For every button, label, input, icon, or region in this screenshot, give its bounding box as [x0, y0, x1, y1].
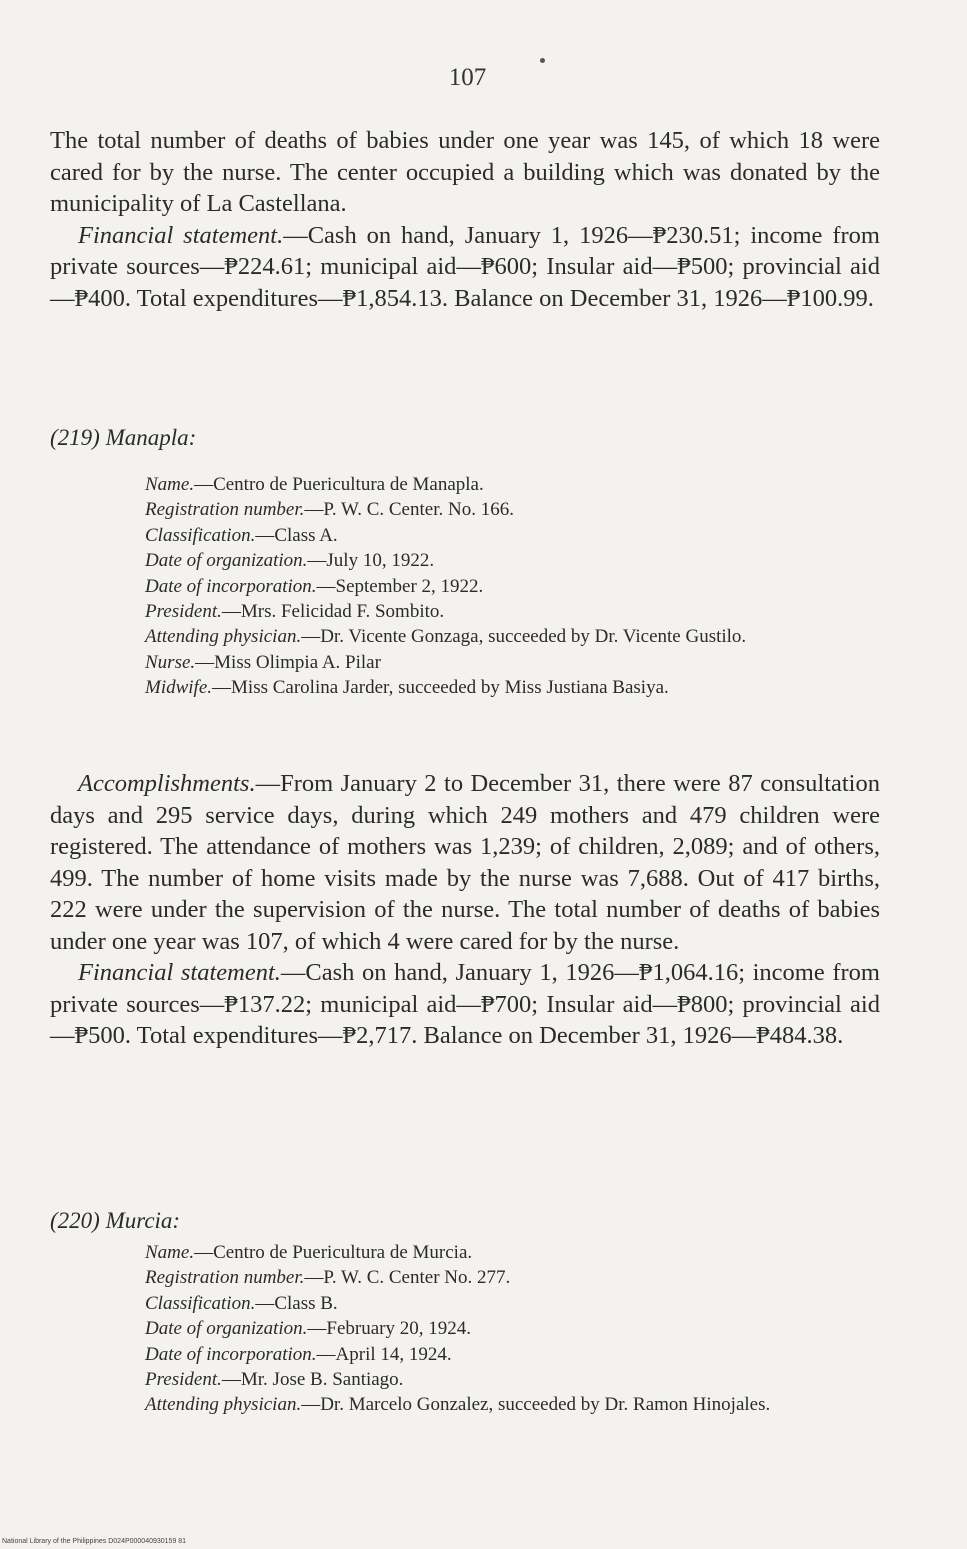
entry-date-of-incorporation	[145, 574, 880, 599]
section-219-heading	[50, 425, 196, 451]
entry-label: Registration number.	[145, 499, 305, 521]
entry-value: —July 10, 1922.	[307, 550, 435, 572]
section-219-entries	[145, 472, 880, 701]
entry-label: Date of incorporation.	[145, 575, 317, 597]
financial-statement-paragraph	[50, 220, 880, 315]
entry-value: —Class A.	[255, 524, 338, 546]
entry-value: —April 14, 1924.	[316, 1343, 452, 1365]
accomplishments-paragraph	[50, 768, 880, 957]
entry-value: —Dr. Vicente Gonzaga, succeeded by Dr. Vicente Gustilo.	[301, 626, 747, 648]
entry-attending-physician	[145, 1392, 880, 1417]
accomplishments-text: —From January 2 to December 31, there were 87 consultation days and 295 service days, during which 249 mothers and 479 children were registered. The attendance of mothers was 1,239; of children, 2,089; and of others, 499. The number of home visits made by the nurse was 7,688. Out of 417 births, 222 were under the supervision of the nurse. The total number of deaths of babies under one year was 107, of which 4 were cared for by the nurse.	[50, 770, 880, 955]
entry-label: Midwife.	[145, 677, 213, 699]
entry-value: —Mr. Jose B. Santiago.	[221, 1369, 404, 1391]
entry-label: Name.	[145, 474, 195, 495]
entry-label: Nurse.	[145, 651, 196, 673]
section-220-number: (220)	[50, 1208, 100, 1233]
entry-registration-number	[145, 497, 880, 522]
entry-label: Date of incorporation.	[145, 1343, 317, 1365]
entry-value: —Mrs. Felicidad F. Sombito.	[221, 601, 445, 623]
entry-label: Registration number.	[145, 1267, 305, 1289]
intro-block	[50, 125, 880, 314]
financial-statement-text: —Cash on hand, January 1, 1926—₱1,064.16; income from private sources—₱137.22; municipal aid—₱700; Insular aid—₱800; provincial aid—₱500. Total expenditures—₱2,717. Balance on December 31, 1926—₱484.38.	[50, 959, 880, 1049]
entry-value: —September 2, 1922.	[316, 575, 484, 597]
entry-date-of-organization	[145, 1316, 880, 1341]
section-219-body	[50, 768, 880, 1052]
entry-value: —P. W. C. Center No. 277.	[304, 1267, 511, 1289]
entry-label: Classification.	[145, 1292, 256, 1314]
section-220-heading	[50, 1208, 180, 1234]
entry-president	[145, 1367, 880, 1392]
entry-nurse	[145, 650, 880, 675]
entry-registration-number	[145, 1265, 880, 1290]
financial-statement-label: Financial statement.	[78, 959, 281, 986]
entry-value: —Class B.	[255, 1292, 338, 1314]
section-220-place: Murcia:	[105, 1208, 181, 1233]
intro-paragraph: The total number of deaths of babies under one year was 145, of which 18 were cared for by the nurse. The center occupied a building which was donated by the municipality of La Castellana.	[50, 127, 880, 217]
entry-label: Date of organization.	[145, 550, 308, 572]
entry-value: —Dr. Marcelo Gonzalez, succeeded by Dr. Ramon Hinojales.	[301, 1394, 771, 1416]
entry-value: —Centro de Puericultura de Murcia.	[194, 1242, 473, 1263]
entry-name	[145, 472, 880, 497]
section-220-entries	[145, 1240, 880, 1418]
entry-value: —P. W. C. Center. No. 166.	[304, 499, 514, 521]
entry-value: —Centro de Puericultura de Manapla.	[194, 474, 484, 495]
entry-date-of-incorporation	[145, 1342, 880, 1367]
entry-value: —Miss Olimpia A. Pilar	[195, 651, 381, 673]
entry-label: Attending physician.	[145, 626, 302, 648]
entry-label: Attending physician.	[145, 1394, 302, 1416]
entry-classification	[145, 1291, 880, 1316]
entry-value: —Miss Carolina Jarder, succeeded by Miss Justiana Basiya.	[212, 677, 669, 699]
entry-label: Date of organization.	[145, 1318, 308, 1340]
entry-attending-physician	[145, 624, 880, 649]
entry-midwife	[145, 675, 880, 700]
entry-label: President.	[145, 1369, 222, 1391]
section-219-place: Manapla:	[105, 425, 197, 450]
entry-value: —February 20, 1924.	[307, 1318, 471, 1340]
entry-label: Name.	[145, 1242, 195, 1263]
entry-name	[145, 1240, 880, 1265]
financial-statement-label: Financial statement.	[78, 221, 284, 249]
entry-president	[145, 599, 880, 624]
financial-statement-paragraph	[50, 957, 880, 1052]
financial-statement-text: —Cash on hand, January 1, 1926—₱230.51; income from private sources—₱224.61; municipal aid—₱600; Insular aid—₱500; provincial aid—₱400. Total expenditures—₱1,854.13. Balance on December 31, 1926—₱100.99.	[50, 221, 880, 312]
page-number: 107	[448, 64, 487, 91]
entry-date-of-organization	[145, 548, 880, 573]
entry-label: President.	[145, 601, 222, 623]
entry-classification	[145, 523, 880, 548]
entry-label: Classification.	[145, 524, 256, 546]
section-219-number: (219)	[50, 425, 100, 450]
ink-speck	[540, 58, 545, 63]
footer-archive-stamp: National Library of the Philippines D024P000040930159 81	[2, 1538, 187, 1545]
accomplishments-label: Accomplishments.	[78, 770, 256, 797]
